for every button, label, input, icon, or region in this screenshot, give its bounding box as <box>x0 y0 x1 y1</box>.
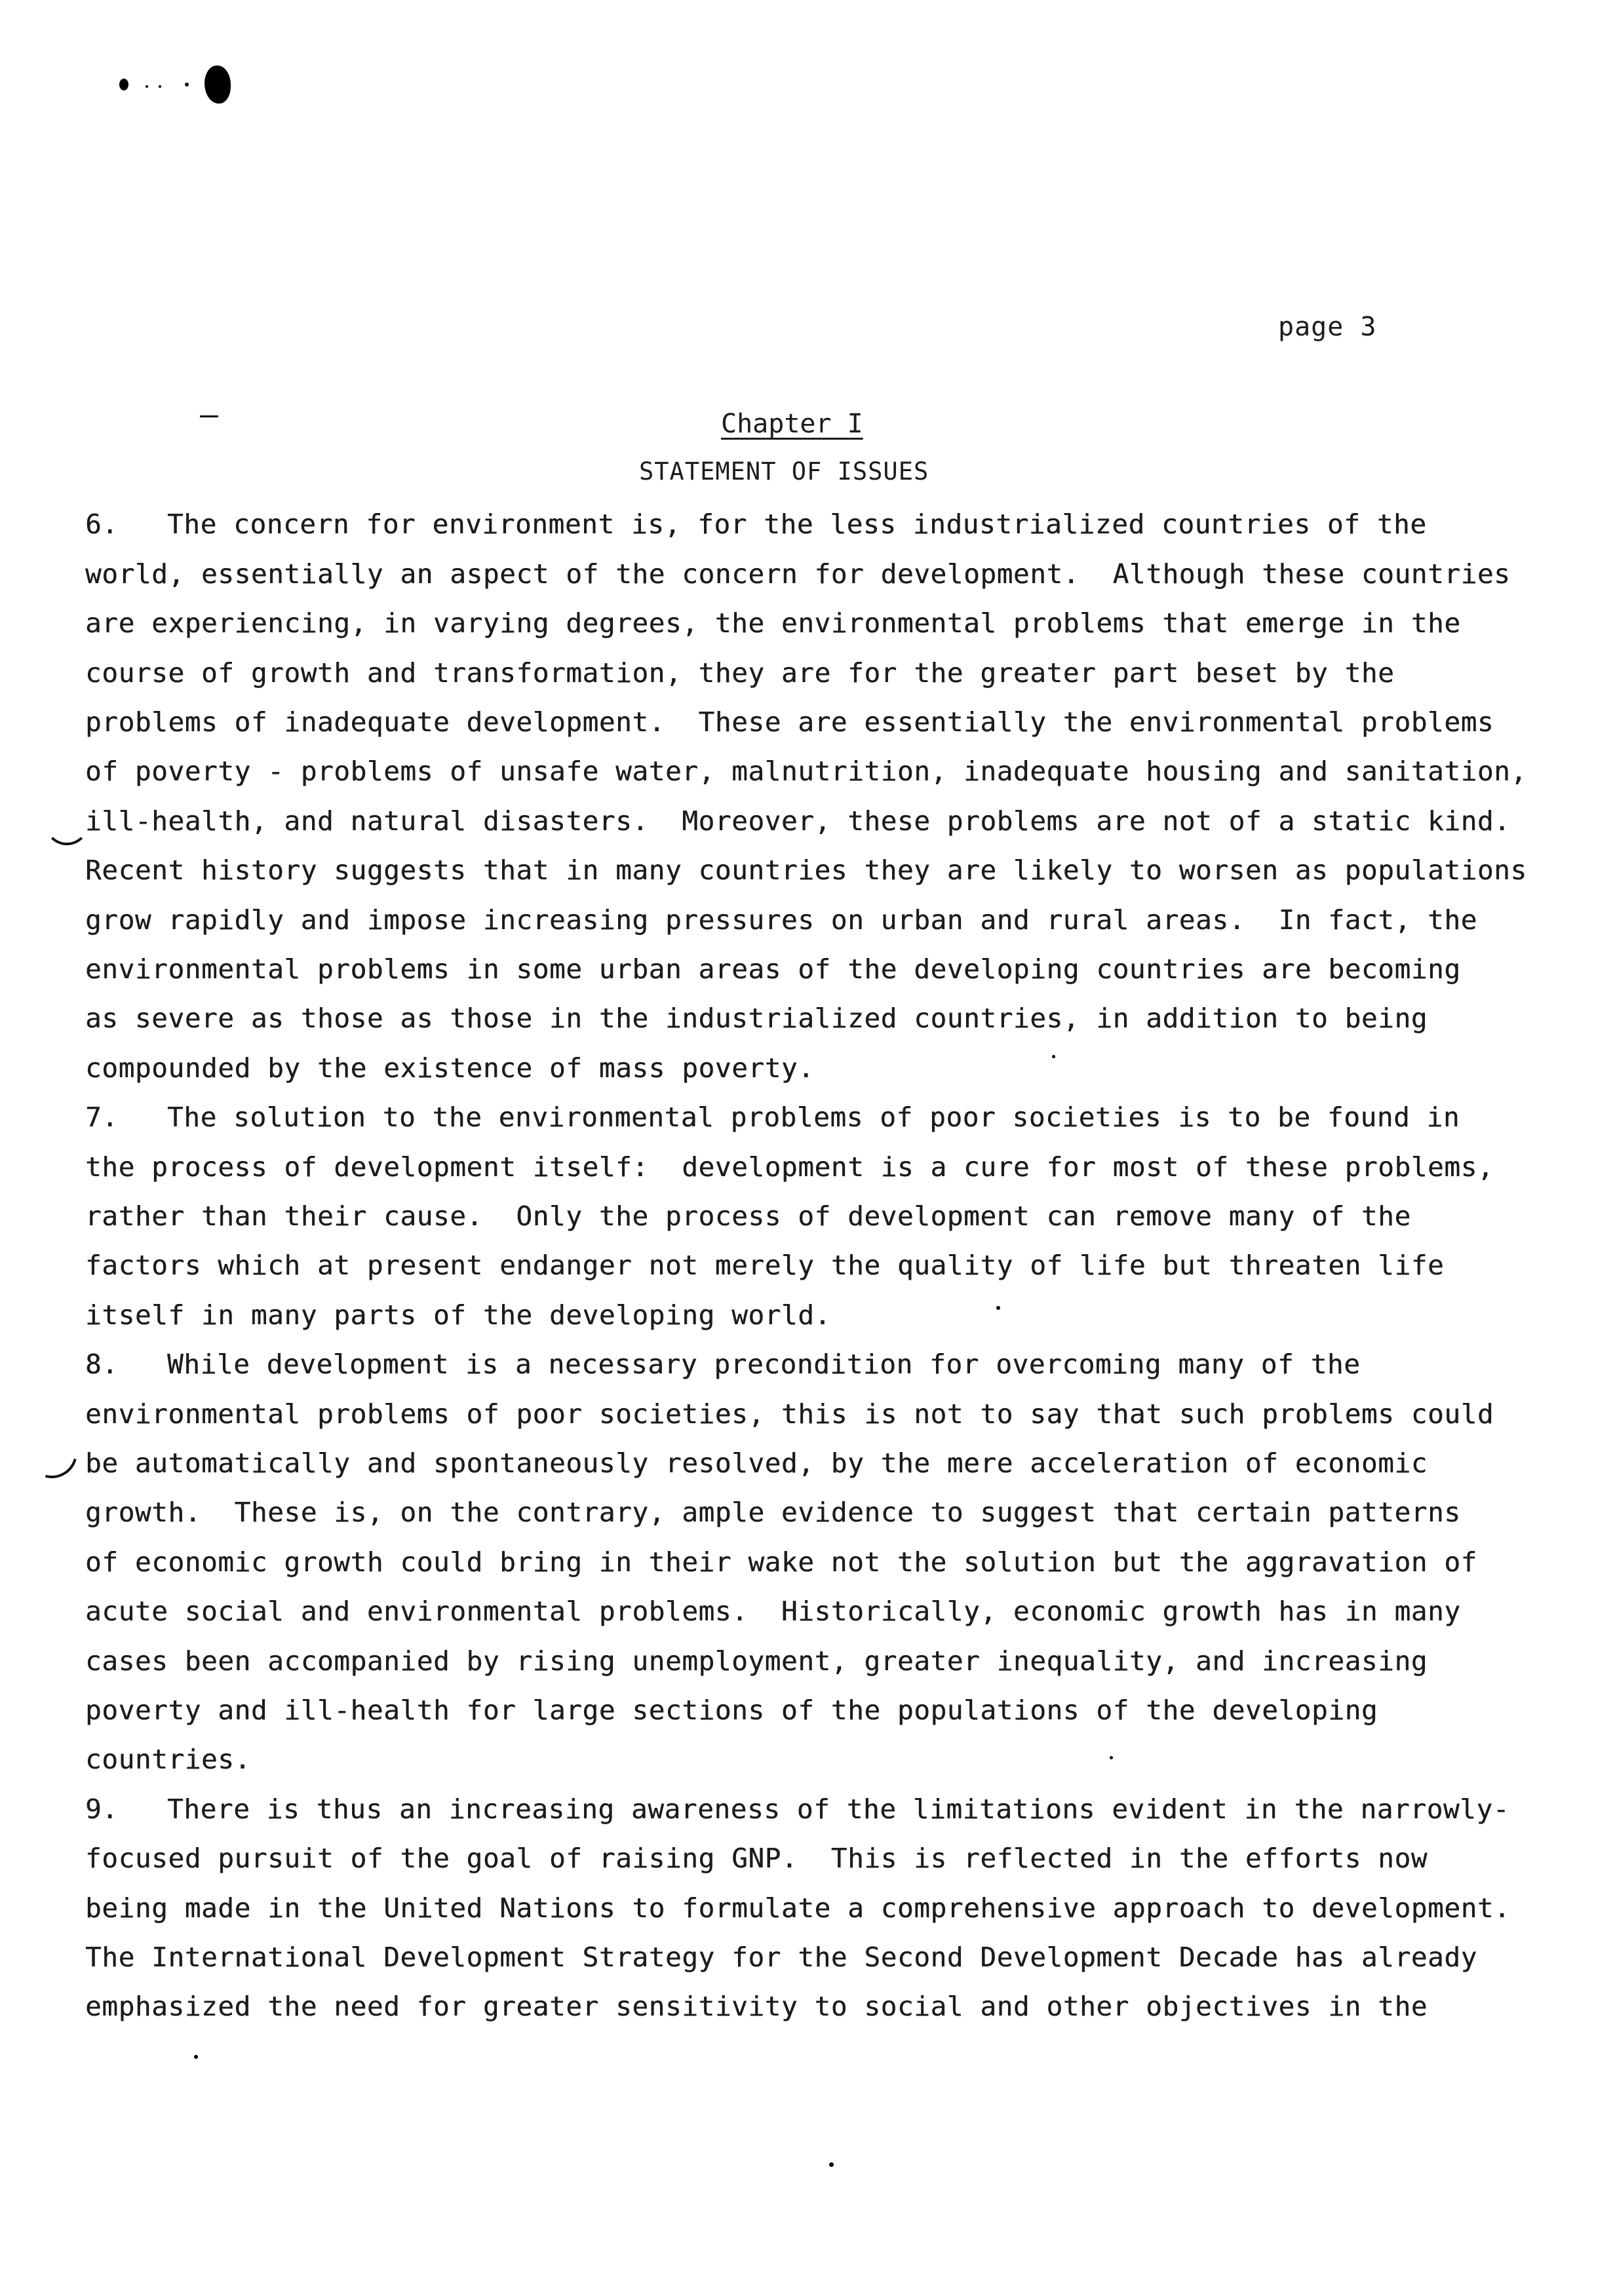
stray-dot-mark <box>996 1306 1000 1310</box>
ink-blot-mark <box>204 66 231 104</box>
stray-dot-mark <box>1110 1756 1113 1759</box>
ink-dot-mark <box>159 85 161 88</box>
paragraph-line: environmental problems of poor societies, this is not to say that such problems could <box>85 1398 1494 1430</box>
page-number: page 3 <box>1278 312 1377 342</box>
paragraph-line: as severe as those as those in the industrialized countries, in addition to being <box>85 1003 1428 1034</box>
paragraph-line: of poverty - problems of unsafe water, malnutrition, inadequate housing and sanitation, <box>85 756 1527 787</box>
paragraph-line: cases been accompanied by rising unemployment, greater inequality, and increasing <box>85 1645 1428 1677</box>
paragraph-line: 7. The solution to the environmental problems of poor societies is to be found in <box>85 1101 1460 1133</box>
paragraph-line: compounded by the existence of mass poverty. <box>85 1052 815 1084</box>
paragraph-line: Recent history suggests that in many countries they are likely to worsen as populations <box>85 854 1527 886</box>
paragraph-line: growth. These is, on the contrary, ample evidence to suggest that certain patterns <box>85 1497 1461 1528</box>
paragraph-number: 6. <box>85 508 119 540</box>
paragraph-line: focused pursuit of the goal of raising GNP. This is reflected in the efforts now <box>85 1843 1428 1874</box>
paragraph-line: poverty and ill-health for large sections of the populations of the developing <box>85 1694 1378 1726</box>
paragraph-line: rather than their cause. Only the process of development can remove many of the <box>85 1200 1411 1232</box>
paragraph-line: 8. While development is a necessary precondition for overcoming many of the <box>85 1349 1361 1380</box>
paragraph-line: countries. <box>85 1744 251 1775</box>
paragraph-line: problems of inadequate development. These are essentially the environmental problems <box>85 706 1494 738</box>
paragraph-line: being made in the United Nations to formulate a comprehensive approach to development. <box>85 1892 1511 1924</box>
stray-dot-mark <box>1052 1055 1055 1058</box>
paragraph-number: 8. <box>85 1349 119 1380</box>
ink-blot-mark <box>119 79 128 90</box>
paragraph-line: grow rapidly and impose increasing pressures on urban and rural areas. In fact, the <box>85 904 1477 936</box>
stray-dot-mark <box>194 2055 198 2059</box>
stray-dash-mark <box>200 415 218 417</box>
margin-bracket-mark <box>45 801 89 845</box>
ink-dot-mark <box>185 83 189 86</box>
paragraph-line: of economic growth could bring in their wake not the solution but the aggravation of <box>85 1546 1477 1578</box>
paragraph-line: course of growth and transformation, they are for the greater part beset by the <box>85 657 1395 689</box>
paragraph-line: 9. There is thus an increasing awareness of the limitations evident in the narrowly- <box>85 1793 1510 1825</box>
paragraph-line: itself in many parts of the developing world. <box>85 1299 831 1331</box>
paragraph-line: ill-health, and natural disasters. Moreover, these problems are not of a static kind. <box>85 805 1511 837</box>
stray-dot-mark <box>829 2162 834 2167</box>
paragraph-line: world, essentially an aspect of the concern for development. Although these countries <box>85 558 1511 590</box>
paragraph-line: environmental problems in some urban areas of the developing countries are becoming <box>85 953 1461 985</box>
section-title: STATEMENT OF ISSUES <box>639 457 929 486</box>
paragraph-line: be automatically and spontaneously resolved, by the mere acceleration of economic <box>85 1447 1428 1479</box>
paragraph-line: emphasized the need for greater sensitivity to social and other objectives in the <box>85 1991 1428 2022</box>
paragraph-line: the process of development itself: development is a cure for most of these problems, <box>85 1151 1494 1183</box>
paragraph-line: factors which at present endanger not merely the quality of life but threaten life <box>85 1250 1445 1281</box>
paragraph-number: 7. <box>85 1101 119 1133</box>
margin-bracket-mark <box>17 1418 87 1488</box>
paragraph-number: 9. <box>85 1793 119 1825</box>
paragraph-line: acute social and environmental problems. Historically, economic growth has in many <box>85 1596 1461 1627</box>
ink-dot-mark <box>146 85 148 88</box>
paragraph-line: The International Development Strategy for the Second Development Decade has already <box>85 1942 1477 1973</box>
chapter-title: Chapter I <box>721 409 863 439</box>
paragraph-line: 6. The concern for environment is, for the less industrialized countries of the <box>85 508 1427 540</box>
paragraph-line: are experiencing, in varying degrees, the environmental problems that emerge in the <box>85 607 1461 639</box>
